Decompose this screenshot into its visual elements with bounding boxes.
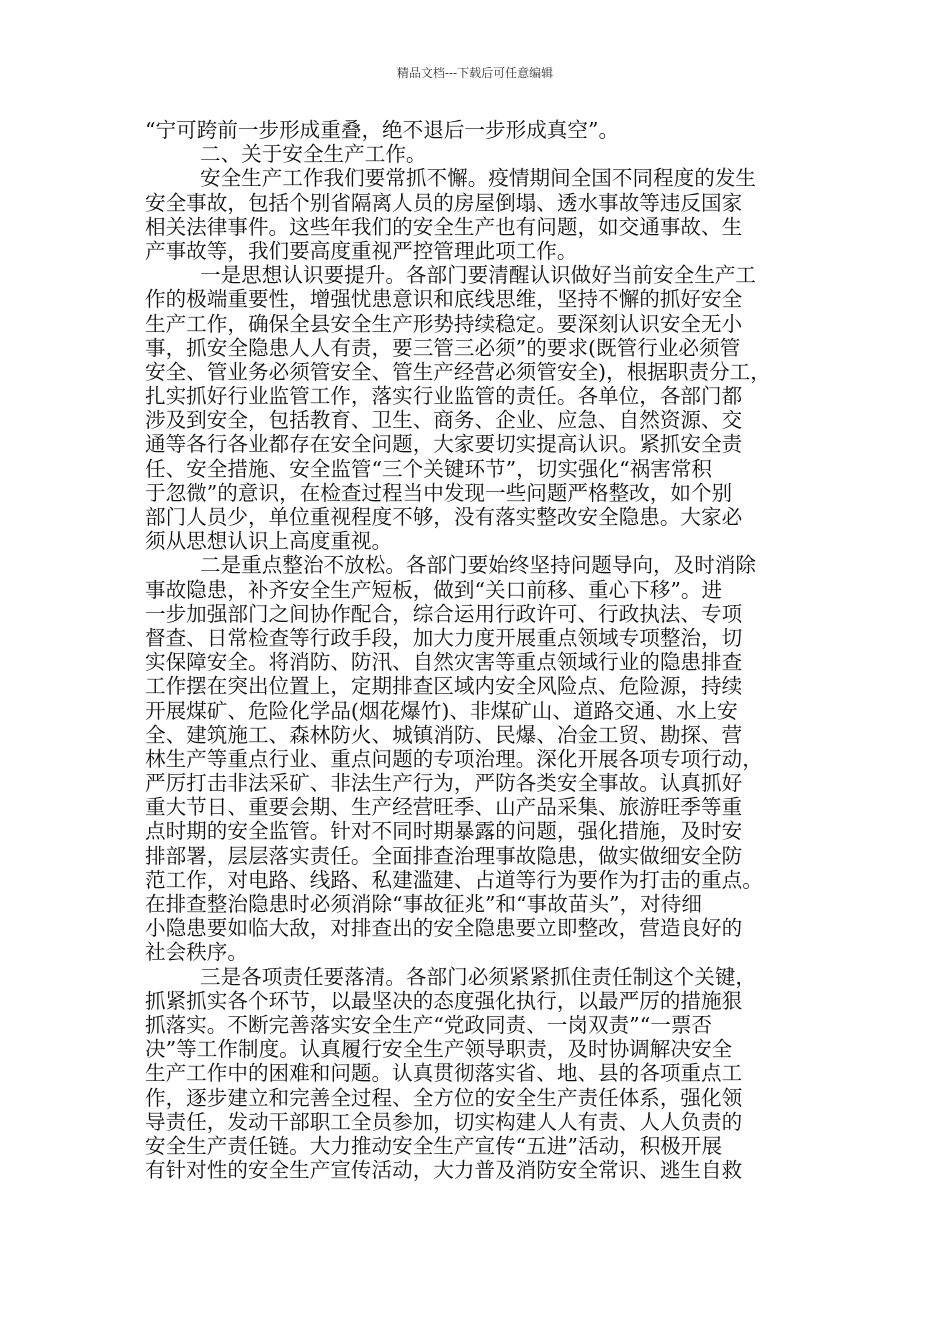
text-line: 须从思想认识上高度重视。	[145, 529, 393, 554]
text-line: “宁可跨前一步形成重叠，绝不退后一步形成真空”。	[145, 118, 620, 142]
page-header: 精品文档---下载后可任意编辑	[396, 66, 554, 80]
text-line: 涉及到安全，包括教育、卫生、商务、企业、应急、自然资源、交	[145, 408, 743, 433]
text-line: 范工作，对电路、线路、私建滥建、占道等行为要作为打击的重点。	[145, 867, 763, 892]
text-line: 实保障安全。将消防、防汛、自然灾害等重点领域行业的隐患排查	[145, 650, 743, 675]
paragraph-start: 三是各项责任要落清。各部门必须紧紧抓住责任制这个关键，	[200, 964, 757, 989]
text-line: 督查、日常检查等行政手段，加大力度开展重点领域专项整治，切	[145, 625, 743, 650]
text-line: 通等各行各业都存在安全问题，大家要切实提高认识。紧抓安全责	[145, 432, 743, 457]
text-line: 产事故等，我们要高度重视严控管理此项工作。	[145, 238, 578, 263]
text-line: 事故隐患，补齐安全生产短板，做到“关口前移、重心下移”。进	[145, 577, 723, 602]
text-line: 点时期的安全监管。针对不同时期暴露的问题，强化措施，及时安	[145, 819, 743, 844]
text-line: 于忽微”的意识，在检查过程当中发现一些问题严格整改，如个别	[145, 480, 733, 505]
text-line: 作，逐步建立和完善全过程、全方位的安全生产责任体系，强化领	[145, 1085, 743, 1110]
text-line: 排部署，层层落实责任。全面排查治理事故隐患，做实做细安全防	[145, 843, 743, 868]
text-line: 安全、管业务必须管安全、管生产经营必须管安全)，根据职责分工，	[145, 359, 771, 384]
text-line: 抓落实。不断完善落实安全生产“党政同责、一岗双责”“一票否	[145, 1012, 713, 1037]
text-line: 社会秩序。	[145, 940, 248, 965]
text-line: 开展煤矿、危险化学品(烟花爆竹)、非煤矿山、道路交通、水上安	[145, 698, 738, 723]
text-line: 导责任，发动干部职工全员参加，切实构建人人有责、人人负责的	[145, 1109, 743, 1134]
text-line: 有针对性的安全生产宣传活动，大力普及消防安全常识、逃生自救	[145, 1158, 743, 1183]
text-line: 一步加强部门之间协作配合，综合运用行政许可、行政执法、专项	[145, 601, 743, 626]
document-body	[145, 118, 825, 1182]
text-line: 部门人员少，单位重视程度不够，没有落实整改安全隐患。大家必	[145, 505, 743, 529]
text-line: 生产工作中的困难和问题。认真贯彻落实省、地、县的各项重点工	[145, 1061, 743, 1086]
text-line: 相关法律事件。这些年我们的安全生产也有问题，如交通事故、生	[145, 214, 743, 239]
section-heading: 二、关于安全生产工作。	[200, 142, 427, 167]
text-line: 决”等工作制度。认真履行安全生产领导职责，及时协调解决安全	[145, 1037, 733, 1062]
text-line: 安全事故，包括个别省隔离人员的房屋倒塌、透水事故等违反国家	[145, 190, 743, 215]
text-line: 作的极端重要性，增强忧患意识和底线思维，坚持不懈的抓好安全	[145, 287, 743, 312]
text-line: 安全生产责任链。大力推动安全生产宣传“五进”活动，积极开展	[145, 1133, 723, 1158]
text-line: 全、建筑施工、森林防火、城镇消防、民爆、冶金工贸、勘探、营	[145, 722, 743, 747]
text-line: 在排查整治隐患时必须消除“事故征兆”和“事故苗头”，对待细	[145, 892, 702, 916]
text-line: 重大节日、重要会期、生产经营旺季、山产品采集、旅游旺季等重	[145, 795, 743, 820]
text-line: 扎实抓好行业监管工作，落实行业监管的责任。各单位，各部门都	[145, 384, 743, 409]
text-line: 工作摆在突出位置上，定期排查区域内安全风险点、危险源，持续	[145, 674, 743, 699]
text-line: 林生产等重点行业、重点问题的专项治理。深化开展各项专项行动，	[145, 746, 763, 771]
text-line: 严厉打击非法采矿、非法生产行为，严防各类安全事故。认真抓好	[145, 771, 743, 796]
paragraph-start: 一是思想认识要提升。各部门要清醒认识做好当前安全生产工	[200, 263, 757, 288]
text-line: 小隐患要如临大敌，对排查出的安全隐患要立即整改，营造良好的	[145, 916, 743, 941]
paragraph-start: 安全生产工作我们要常抓不懈。疫情期间全国不同程度的发生	[200, 166, 757, 191]
paragraph-start: 二是重点整治不放松。各部门要始终坚持问题导向，及时消除	[200, 553, 757, 578]
text-line: 生产工作，确保全县安全生产形势持续稳定。要深刻认识安全无小	[145, 311, 743, 336]
text-line: 抓紧抓实各个环节，以最坚决的态度强化执行，以最严厉的措施狠	[145, 988, 743, 1013]
text-line: 事，抓安全隐患人人有责，要三管三必须”的要求(既管行业必须管	[145, 335, 741, 360]
text-line: 任、安全措施、安全监管“三个关键环节”，切实强化“祸害常积	[145, 456, 713, 481]
